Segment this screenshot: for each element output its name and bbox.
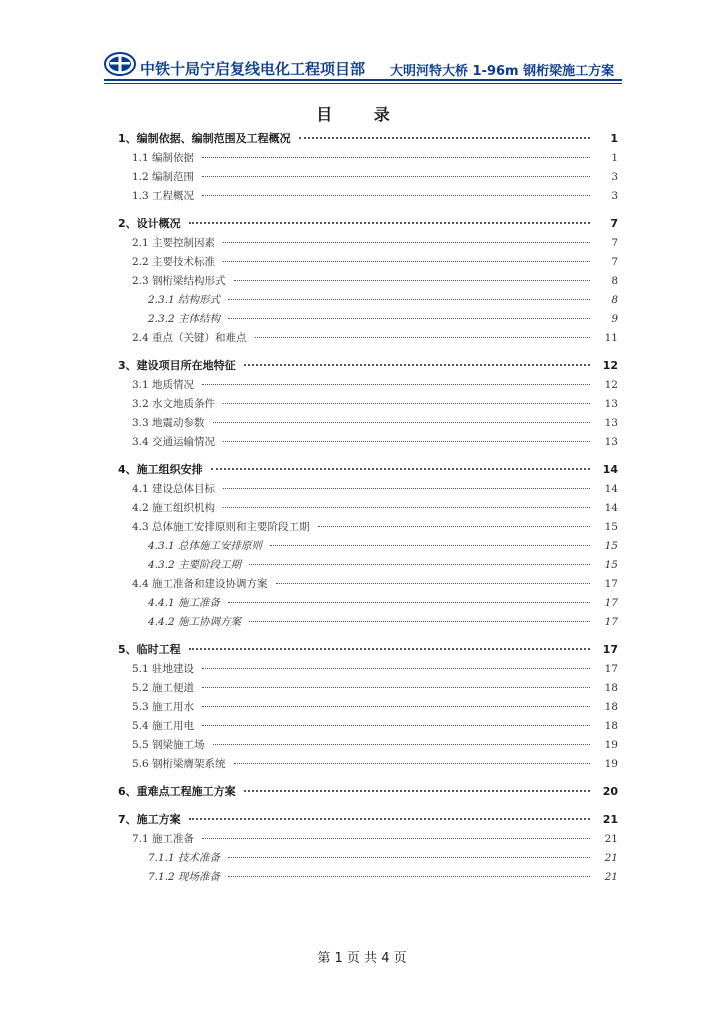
toc-leader-dots: [189, 222, 590, 224]
toc-leader-dots: [189, 818, 590, 820]
toc-entry-label: 3.4 交通运输情况: [132, 436, 216, 448]
toc-leader-dots: [244, 364, 590, 366]
toc-entry-label: 4.2 施工组织机构: [132, 502, 216, 514]
toc-entry-label: 2.3.1 结构形式: [148, 294, 221, 306]
toc-entry[interactable]: [118, 869, 618, 888]
toc-entry-label: 1.3 工程概况: [132, 190, 195, 202]
toc-entry-page: 11: [604, 332, 618, 344]
toc-entry[interactable]: [118, 357, 618, 377]
toc-entry-page: 17: [602, 643, 618, 656]
toc-entry-label: 4.3 总体施工安排原则和主要阶段工期: [132, 521, 310, 533]
header-rule: [104, 79, 622, 81]
toc-entry-page: 18: [604, 682, 618, 694]
toc-entry-label: 5、临时工程: [118, 643, 181, 656]
toc-entry-label: 7.1 施工准备: [132, 833, 195, 845]
toc-entry-page: 21: [604, 852, 618, 864]
toc-entry[interactable]: [118, 434, 618, 453]
toc-entry-label: 5.5 钢梁施工场: [132, 739, 205, 751]
toc-entry-page: 21: [602, 813, 618, 826]
toc-leader-dots: [234, 280, 590, 281]
toc-leader-dots: [228, 857, 590, 858]
toc-entry-label: 7.1.2 现场准备: [148, 871, 221, 883]
toc-leader-dots: [223, 261, 590, 262]
toc-entry-page: 14: [602, 463, 618, 476]
toc-entry[interactable]: [118, 699, 618, 718]
toc-entry[interactable]: [118, 130, 618, 150]
toc-entry[interactable]: [118, 396, 618, 415]
toc-entry[interactable]: [118, 169, 618, 188]
toc-entry-label: 5.6 钢桁梁膺架系统: [132, 758, 226, 770]
toc-entry-page: 12: [604, 379, 618, 391]
company-logo-icon: [104, 52, 136, 76]
organization-name: 中铁十局宁启复线电化工程项目部: [140, 60, 366, 78]
toc-entry[interactable]: [118, 538, 618, 557]
toc-entry[interactable]: [118, 595, 618, 614]
toc-entry[interactable]: [118, 415, 618, 434]
page-header: [104, 52, 622, 84]
toc-entry-label: 1.1 编制依据: [132, 152, 195, 164]
toc-entry[interactable]: [118, 273, 618, 292]
toc-entry[interactable]: [118, 215, 618, 235]
toc-entry-page: 13: [604, 417, 618, 429]
toc-entry-label: 5.4 施工用电: [132, 720, 195, 732]
toc-entry-label: 6、重难点工程施工方案: [118, 785, 236, 798]
toc-leader-dots: [299, 137, 590, 139]
toc-leader-dots: [202, 668, 590, 669]
toc-entry-page: 15: [604, 521, 618, 533]
toc-leader-dots: [202, 706, 590, 707]
toc-entry-page: 8: [611, 294, 618, 306]
toc-leader-dots: [234, 763, 590, 764]
toc-leader-dots: [202, 838, 590, 839]
toc-entry[interactable]: [118, 188, 618, 207]
toc-entry[interactable]: [118, 330, 618, 349]
toc-leader-dots: [223, 242, 590, 243]
toc-leader-dots: [223, 403, 590, 404]
toc-entry-page: 20: [602, 785, 618, 798]
toc-entry[interactable]: [118, 831, 618, 850]
toc-entry[interactable]: [118, 150, 618, 169]
toc-leader-dots: [270, 545, 590, 546]
toc-entry-page: 7: [611, 237, 618, 249]
toc-entry[interactable]: [118, 576, 618, 595]
toc-entry-page: 17: [604, 578, 618, 590]
toc-leader-dots: [202, 725, 590, 726]
toc-entry-page: 17: [604, 616, 618, 628]
toc-leader-dots: [213, 744, 590, 745]
toc-entry-label: 5.1 驻地建设: [132, 663, 195, 675]
toc-entry[interactable]: [118, 481, 618, 500]
toc-entry-page: 17: [604, 663, 618, 675]
toc-entry[interactable]: [118, 461, 618, 481]
toc-leader-dots: [202, 157, 590, 158]
toc-entry-label: 3.1 地质情况: [132, 379, 195, 391]
toc-entry[interactable]: [118, 519, 618, 538]
project-title: 大明河特大桥 1-96m 钢桁梁施工方案: [390, 64, 615, 79]
toc-entry-page: 1: [611, 152, 618, 164]
toc-entry-label: 2.1 主要控制因素: [132, 237, 216, 249]
toc-entry-page: 1: [610, 132, 618, 145]
toc-entry-page: 19: [604, 739, 618, 751]
toc-leader-dots: [202, 195, 590, 196]
toc-entry-label: 2.4 重点（关键）和难点: [132, 332, 247, 344]
toc-entry[interactable]: [118, 811, 618, 831]
toc-entry-page: 3: [611, 190, 618, 202]
toc-entry-label: 4.1 建设总体目标: [132, 483, 216, 495]
toc-entry-page: 21: [604, 833, 618, 845]
toc-entry-label: 7、施工方案: [118, 813, 181, 826]
toc-entry[interactable]: [118, 718, 618, 737]
toc-entry[interactable]: [118, 311, 618, 330]
toc-entry-page: 18: [604, 701, 618, 713]
toc-entry-label: 1.2 编制范围: [132, 171, 195, 183]
toc-leader-dots: [202, 687, 590, 688]
toc-entry[interactable]: [118, 783, 618, 803]
toc-leader-dots: [249, 621, 590, 622]
toc-entry-page: 15: [604, 540, 618, 552]
toc-entry-page: 21: [604, 871, 618, 883]
toc-leader-dots: [276, 583, 590, 584]
toc-entry-page: 7: [610, 217, 618, 230]
toc-entry-page: 7: [611, 256, 618, 268]
toc-entry-label: 7.1.1 技术准备: [148, 852, 221, 864]
toc-leader-dots: [202, 176, 590, 177]
toc-entry-label: 3、建设项目所在地特征: [118, 359, 236, 372]
toc-leader-dots: [228, 876, 590, 877]
header-rule-thin: [104, 83, 622, 84]
table-of-contents: [118, 122, 618, 888]
toc-entry[interactable]: [118, 641, 618, 661]
toc-entry-label: 4.4.2 施工协调方案: [148, 616, 242, 628]
toc-entry-label: 4.3.1 总体施工安排原则: [148, 540, 263, 552]
toc-entry-label: 3.3 地震动参数: [132, 417, 205, 429]
toc-entry-label: 4.3.2 主要阶段工期: [148, 559, 242, 571]
toc-entry-label: 2.3 钢桁梁结构形式: [132, 275, 226, 287]
toc-entry[interactable]: [118, 500, 618, 519]
toc-entry-label: 2.2 主要技术标准: [132, 256, 216, 268]
toc-entry-page: 14: [604, 483, 618, 495]
toc-entry-page: 13: [604, 398, 618, 410]
toc-entry[interactable]: [118, 850, 618, 869]
toc-entry[interactable]: [118, 235, 618, 254]
toc-entry[interactable]: [118, 680, 618, 699]
toc-entry-label: 1、编制依据、编制范围及工程概况: [118, 132, 291, 145]
toc-entry-page: 15: [604, 559, 618, 571]
toc-entry[interactable]: [118, 557, 618, 576]
toc-leader-dots: [202, 384, 590, 385]
toc-entry-label: 2、设计概况: [118, 217, 181, 230]
toc-leader-dots: [189, 648, 590, 650]
toc-entry[interactable]: [118, 614, 618, 633]
toc-leader-dots: [228, 318, 590, 319]
toc-entry-page: 12: [602, 359, 618, 372]
toc-entry-label: 4、施工组织安排: [118, 463, 203, 476]
toc-entry-page: 8: [611, 275, 618, 287]
toc-entry-page: 17: [604, 597, 618, 609]
toc-entry[interactable]: [118, 377, 618, 396]
toc-entry-label: 5.2 施工便道: [132, 682, 195, 694]
toc-entry-label: 4.4 施工准备和建设协调方案: [132, 578, 268, 590]
toc-entry-page: 14: [604, 502, 618, 514]
toc-entry-label: 2.3.2 主体结构: [148, 313, 221, 325]
toc-entry-page: 3: [611, 171, 618, 183]
page-footer: 第 1 页 共 4 页: [317, 951, 407, 966]
toc-entry[interactable]: [118, 661, 618, 680]
toc-leader-dots: [255, 337, 590, 338]
toc-leader-dots: [244, 790, 590, 792]
toc-leader-dots: [228, 299, 590, 300]
toc-entry-page: 19: [604, 758, 618, 770]
toc-entry-label: 3.2 水文地质条件: [132, 398, 216, 410]
toc-entry-label: 5.3 施工用水: [132, 701, 195, 713]
toc-entry[interactable]: [118, 737, 618, 756]
toc-entry-label: 4.4.1 施工准备: [148, 597, 221, 609]
toc-leader-dots: [249, 564, 590, 565]
toc-entry[interactable]: [118, 756, 618, 775]
toc-leader-dots: [213, 422, 590, 423]
toc-entry-page: 18: [604, 720, 618, 732]
toc-leader-dots: [228, 602, 590, 603]
toc-leader-dots: [223, 441, 590, 442]
toc-entry-page: 13: [604, 436, 618, 448]
toc-leader-dots: [223, 507, 590, 508]
toc-entry[interactable]: [118, 292, 618, 311]
toc-entry[interactable]: [118, 254, 618, 273]
toc-title: 目 录: [316, 105, 408, 124]
toc-leader-dots: [318, 526, 590, 527]
toc-entry-page: 9: [611, 313, 618, 325]
toc-leader-dots: [211, 468, 590, 470]
toc-leader-dots: [223, 488, 590, 489]
